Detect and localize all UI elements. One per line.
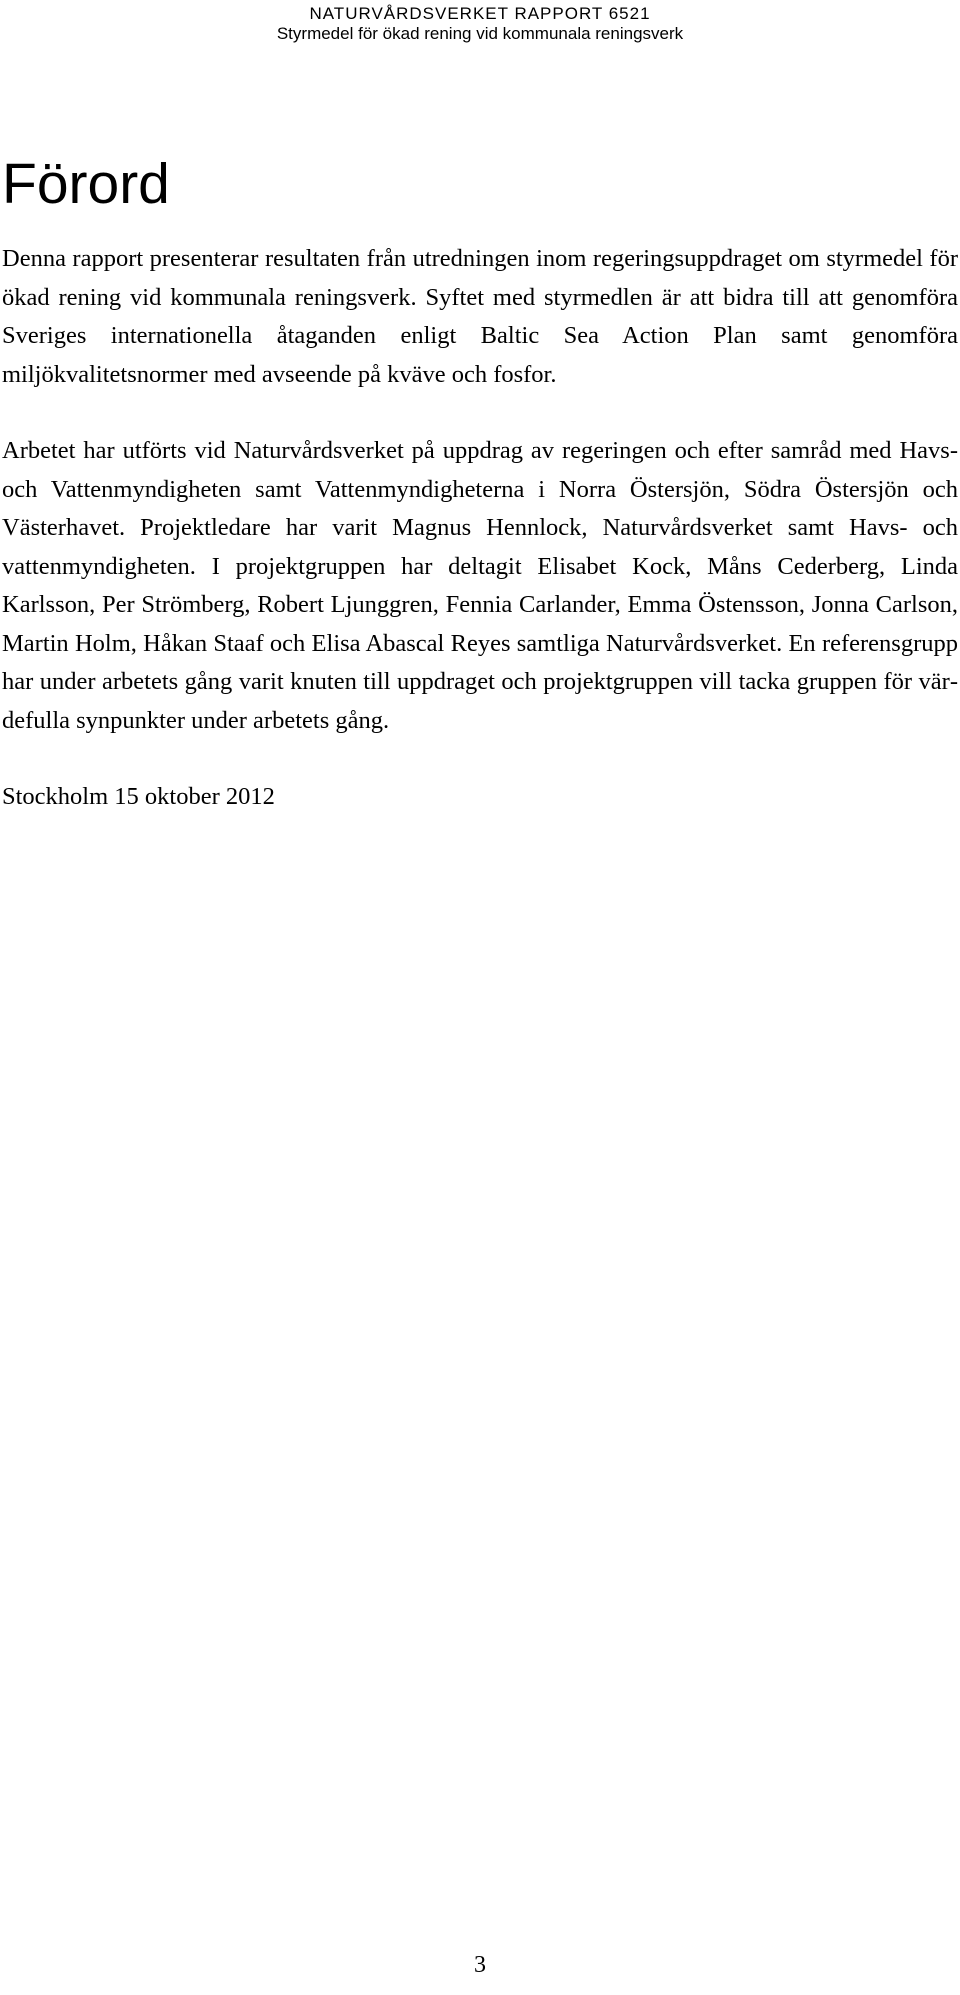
page-number: 3 (474, 1952, 486, 1978)
report-subtitle: Styrmedel för ökad rening vid kommunala reningsverk (276, 24, 684, 43)
report-id: NATURVÅRDSVERKET RAPPORT 6521 (309, 4, 651, 23)
signoff-place-date: Stockholm 15 oktober 2012 (2, 783, 275, 810)
running-header (0, 4, 960, 44)
paragraph-intro: Denna rapport presenterar resultaten från utredningen inom regeringsuppdraget om styrmedel för ökad rening vid kommunala reningsverk. Syftet med styrmedlen är att bidra till att genomföra Sveriges internationella åtaganden enligt Baltic Sea Action Plan samt genomföra miljökvalitetsnormer med avseende på kväve och fosfor. (2, 245, 958, 388)
paragraph-acknowledgements: Arbetet har utförts vid Naturvårdsverket på uppdrag av regeringen och efter samråd med Havs- och Vattenmyndigheten samt Vattenmyndigheterna i Norra Östersjön, Södra Östersjön och Västerhavet. Projektledare har varit Magnus Hennlock, Naturvårdsverket samt Havs- och vattenmyndigheten. I projektgruppen har deltagit Elisabet Kock, Måns Cederberg, Linda Karlsson, Per Strömberg, Robert Ljunggren, Fennia Carlander, Emma Östensson, Jonna Carlson, Martin Holm, Håkan Staaf och Elisa Abascal Reyes samtliga Naturvårdsverket. En referensgrupp har under arbetets gång varit knuten till uppdraget och projektgruppen vill tacka gruppen för värdefulla synpunkter under arbetets gång. (2, 437, 958, 734)
main-content (0, 150, 958, 817)
page-title: Förord (2, 152, 170, 216)
